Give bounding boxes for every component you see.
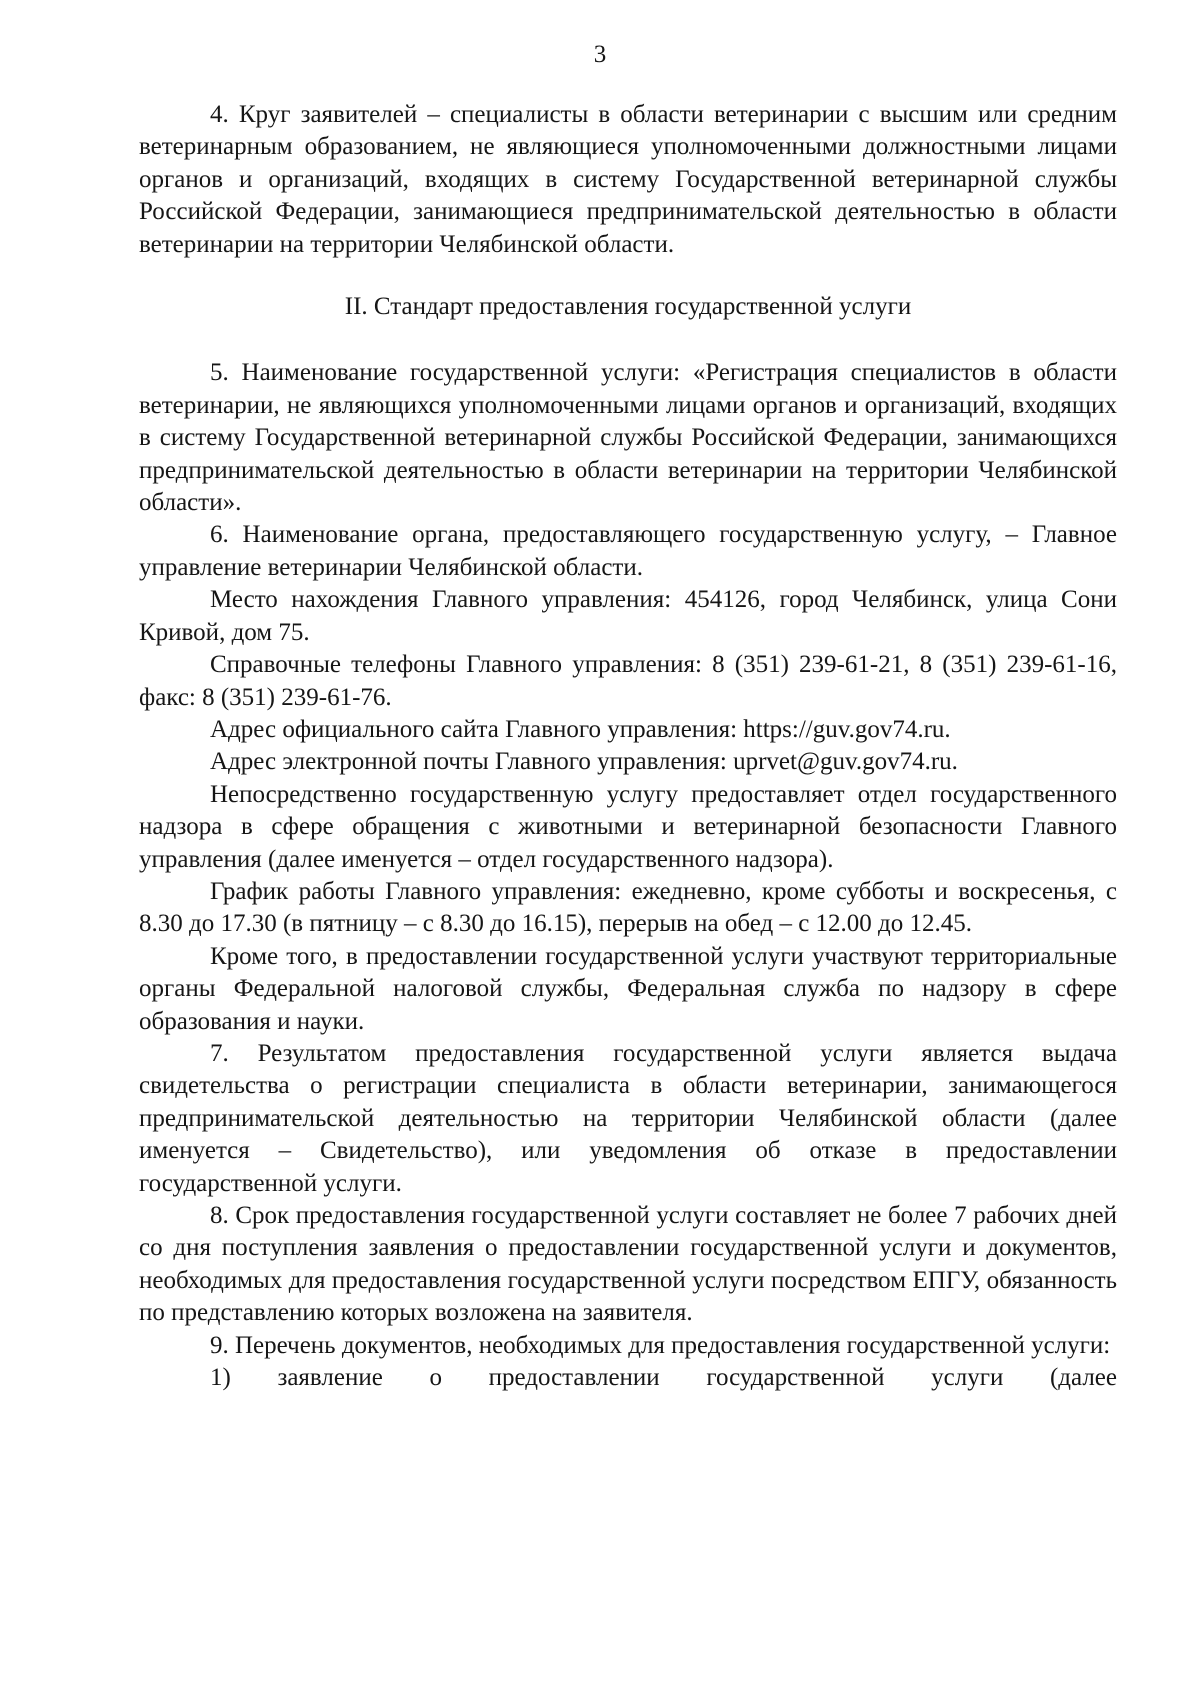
- paragraph-7: 7. Результатом предоставления государственной услуги является выдача свидетельства о регистрации специалиста в области ветеринарии, занимающегося предпринимательской деятельностью на территории Челябинской области (далее именуется – Свидетельство), или уведомления об отказе в предоставлении государственной услуги.: [139, 1039, 1117, 1197]
- paragraph-4: 4. Круг заявителей – специалисты в области ветеринарии с высшим или средним ветеринарным образованием, не являющиеся уполномоченными должностными лицами органов и организаций, входящих в систему Государственной ветеринарной службы Российской Федерации, занимающиеся предпринимательской деятельностью в области ветеринарии на территории Челябинской области.: [139, 101, 1117, 258]
- paragraph-participants: Кроме того, в предоставлении государственной услуги участвуют территориальные органы Федеральной налоговой службы, Федеральная служба по надзору в сфере образования и науки.: [139, 942, 1117, 1035]
- paragraph-5: 5. Наименование государственной услуги: «Регистрация специалистов в области ветеринарии, не являющихся уполномоченными лицами органов и организаций, входящих в систему Государственной ветеринарной службы Российской Федерации, занимающихся предпринимательской деятельностью в области ветеринарии на территории Челябинской области».: [139, 359, 1117, 517]
- paragraph-9-item-1: 1) заявление о предоставлении государственной услуги (далее: [210, 1364, 1117, 1392]
- paragraph-phones: Справочные телефоны Главного управления: 8 (351) 239-61-21, 8 (351) 239-61-16, факс: 8 (351) 239-61-76.: [139, 651, 1117, 711]
- document-body: [139, 99, 1117, 1394]
- paragraph-8: 8. Срок предоставления государственной услуги составляет не более 7 рабочих дней со дня поступления заявления о предоставлении государственной услуги и документов, необходимых для предоставления государственной услуги посредством ЕПГУ, обязанность по представлению которых возложена на заявителя.: [139, 1202, 1117, 1327]
- paragraph-department: Непосредственно государственную услугу предоставляет отдел государственного надзора в сфере обращения с животными и ветеринарной безопасности Главного управления (далее именуется – отдел государственного надзора).: [139, 780, 1117, 873]
- paragraph-6: 6. Наименование органа, предоставляющего государственную услугу, – Главное управление ветеринарии Челябинской области.: [139, 521, 1117, 581]
- paragraph-website: Адрес официального сайта Главного управления: https://guv.gov74.ru.: [210, 715, 951, 743]
- paragraph-email: Адрес электронной почты Главного управления: uprvet@guv.gov74.ru.: [210, 748, 958, 776]
- paragraph-schedule: График работы Главного управления: ежедневно, кроме субботы и воскресенья, с 8.30 до 17.30 (в пятницу – с 8.30 до 16.15), перерыв на обед – с 12.00 до 12.45.: [139, 877, 1117, 938]
- paragraph-9: 9. Перечень документов, необходимых для предоставления государственной услуги:: [210, 1331, 1111, 1359]
- page-number: 3: [593, 41, 607, 68]
- paragraph-location: Место нахождения Главного управления: 454126, город Челябинск, улица Сони Кривой, дом 75.: [139, 586, 1117, 646]
- section-heading: II. Стандарт предоставления государственной услуги: [344, 293, 912, 321]
